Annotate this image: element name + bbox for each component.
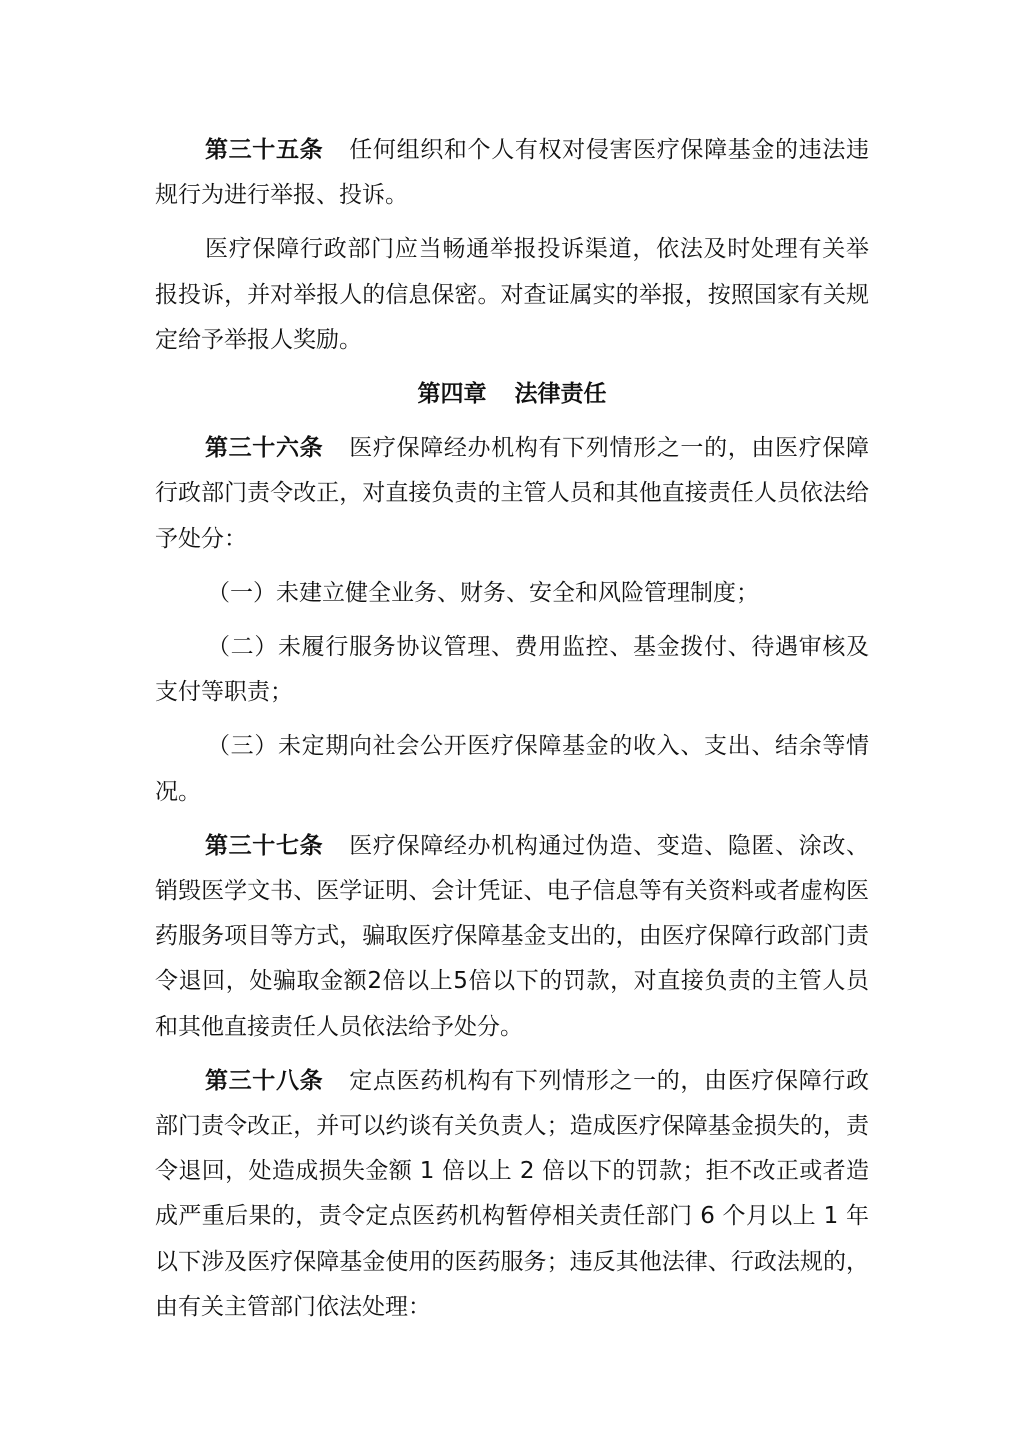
chapter-number: 第四章 xyxy=(417,381,487,408)
article-38-label: 第三十八条 xyxy=(205,1067,324,1094)
article-36-label: 第三十六条 xyxy=(205,435,324,462)
chapter-heading xyxy=(155,372,869,417)
article-37-paragraph xyxy=(155,824,869,1050)
article-36-item-1: （一）未建立健全业务、财务、安全和风险管理制度； xyxy=(207,579,759,606)
article-35-label: 第三十五条 xyxy=(205,137,324,163)
article-36-item-2: （二）未履行服务协议管理、费用监控、基金拨付、待遇审核及支付等职责； xyxy=(155,634,869,706)
article-38-text: 定点医药机构有下列情形之一的，由医疗保障行政部门责令改正，并可以约谈有关负责人；造成医疗保障基金损失的，责令退回，处造成损失金额 1 倍以上 2 倍以下的罚款；拒不改正或者造成严重后果的，责令定点医药机构暂停相关责任部门 6 个月以上 1 年以下涉及医疗保障基金使用的医药服务；违反其他法律、行政法规的，由有关主管部门依法处理： xyxy=(155,1067,870,1320)
article-38-paragraph xyxy=(155,1059,869,1330)
article-35-paragraph-1 xyxy=(155,128,869,218)
article-35-text: 任何组织和个人有权对侵害医疗保障基金的违法违规行为进行举报、投诉。 xyxy=(155,137,870,209)
document-page xyxy=(155,128,869,1339)
article-37-label: 第三十七条 xyxy=(205,832,324,859)
article-35-paragraph-2 xyxy=(155,227,869,363)
chapter-title: 法律责任 xyxy=(514,381,607,408)
article-36-text: 医疗保障经办机构有下列情形之一的，由医疗保障行政部门责令改正，对直接负责的主管人员和其他直接责任人员依法给予处分： xyxy=(155,435,870,552)
article-37-text: 医疗保障经办机构通过伪造、变造、隐匿、涂改、销毁医学文书、医学证明、会计凭证、电子信息等有关资料或者虚构医药服务项目等方式，骗取医疗保障基金支出的，由医疗保障行政部门责令退回，处骗取金额2倍以上5倍以下的罚款，对直接负责的主管人员和其他直接责任人员依法给予处分。 xyxy=(155,832,870,1040)
article-36-paragraph xyxy=(155,426,869,562)
article-35-text-2: 医疗保障行政部门应当畅通举报投诉渠道，依法及时处理有关举报投诉，并对举报人的信息保密。对查证属实的举报，按照国家有关规定给予举报人奖励。 xyxy=(155,236,869,353)
article-36-item-3: （三）未定期向社会公开医疗保障基金的收入、支出、结余等情况。 xyxy=(155,733,869,805)
